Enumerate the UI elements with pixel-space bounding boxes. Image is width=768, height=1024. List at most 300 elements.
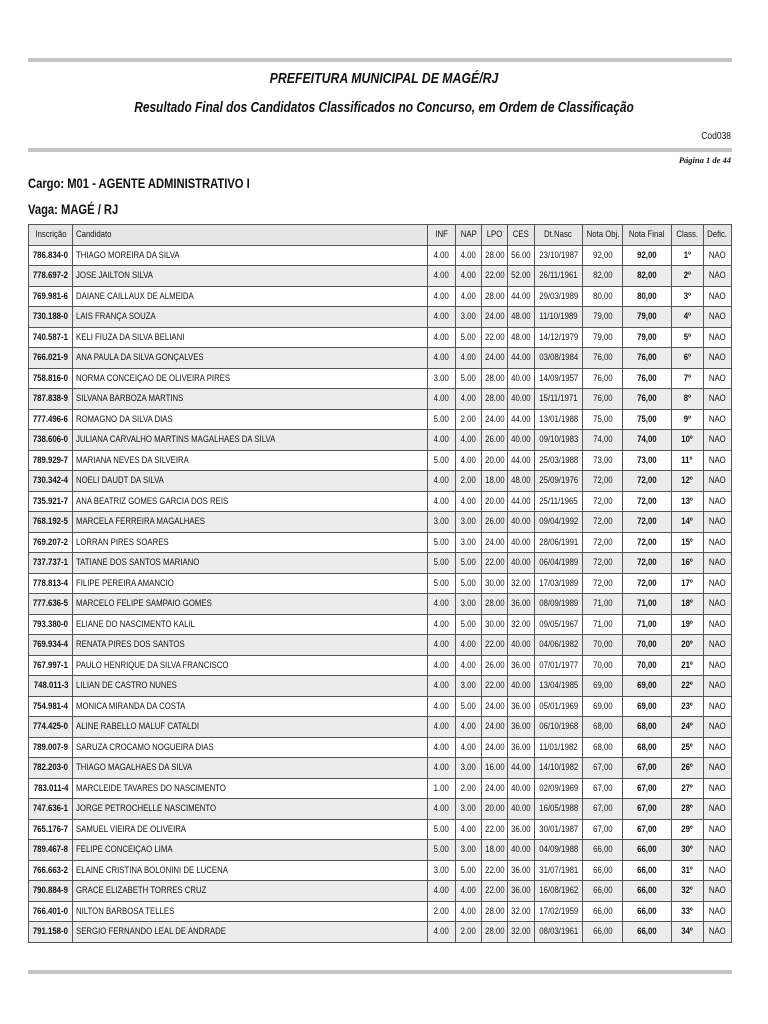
dtnasc-cell: 06/10/1968 [534, 717, 582, 738]
defic-cell: NAO [703, 512, 731, 533]
defic-cell: NAO [703, 676, 731, 697]
inscricao-cell: 789.929-7 [29, 450, 73, 471]
candidato-cell: ROMAGNO DA SILVA DIAS [73, 409, 428, 430]
dtnasc-cell: 08/09/1989 [534, 594, 582, 615]
nota-obj-cell: 66,00 [582, 840, 622, 861]
ces-cell: 40.00 [508, 368, 534, 389]
nap-cell: 3.00 [456, 532, 482, 553]
document-title: PREFEITURA MUNICIPAL DE MAGÉ/RJ [269, 70, 499, 87]
defic-cell: NAO [703, 594, 731, 615]
candidato-cell: MARIANA NEVES DA SILVEIRA [73, 450, 428, 471]
ces-cell: 48.00 [508, 307, 534, 328]
defic-cell: NAO [703, 368, 731, 389]
inscricao-cell: 778.697-2 [29, 266, 73, 287]
ces-cell: 56.00 [508, 245, 534, 266]
col-dtnasc: Dt.Nasc [534, 225, 582, 246]
nap-cell: 3.00 [456, 799, 482, 820]
dtnasc-cell: 30/01/1987 [534, 819, 582, 840]
nota-obj-cell: 68,00 [582, 737, 622, 758]
inscricao-cell: 769.934-4 [29, 635, 73, 656]
table-row [29, 348, 732, 369]
nota-obj-cell: 67,00 [582, 799, 622, 820]
lpo-cell: 28.00 [482, 594, 508, 615]
class-cell: 2º [671, 266, 703, 287]
candidato-cell: NOELI DAUDT DA SILVA [73, 471, 428, 492]
class-cell: 4º [671, 307, 703, 328]
dtnasc-cell: 07/01/1977 [534, 655, 582, 676]
nota-final-cell: 79,00 [623, 307, 671, 328]
inscricao-cell: 790.884-9 [29, 881, 73, 902]
lpo-cell: 20.00 [482, 799, 508, 820]
nota-final-cell: 66,00 [623, 860, 671, 881]
nota-obj-cell: 72,00 [582, 512, 622, 533]
nota-obj-cell: 69,00 [582, 676, 622, 697]
inf-cell: 5.00 [427, 840, 455, 861]
nota-obj-cell: 68,00 [582, 717, 622, 738]
table-body [29, 245, 732, 942]
table-row [29, 737, 732, 758]
nota-final-cell: 69,00 [623, 676, 671, 697]
inscricao-cell: 730.188-0 [29, 307, 73, 328]
table-row [29, 901, 732, 922]
inscricao-cell: 766.401-0 [29, 901, 73, 922]
inf-cell: 5.00 [427, 819, 455, 840]
nap-cell: 5.00 [456, 860, 482, 881]
ces-cell: 40.00 [508, 676, 534, 697]
ces-cell: 40.00 [508, 799, 534, 820]
candidato-cell: TATIANE DOS SANTOS MARIANO [73, 553, 428, 574]
nota-obj-cell: 69,00 [582, 696, 622, 717]
nap-cell: 4.00 [456, 348, 482, 369]
inf-cell: 4.00 [427, 266, 455, 287]
nap-cell: 5.00 [456, 327, 482, 348]
ces-cell: 36.00 [508, 594, 534, 615]
class-cell: 9º [671, 409, 703, 430]
class-cell: 29º [671, 819, 703, 840]
candidato-cell: SILVANA BARBOZA MARTINS [73, 389, 428, 410]
lpo-cell: 26.00 [482, 430, 508, 451]
nap-cell: 4.00 [456, 819, 482, 840]
inscricao-cell: 774.425-0 [29, 717, 73, 738]
lpo-cell: 24.00 [482, 348, 508, 369]
ces-cell: 40.00 [508, 532, 534, 553]
lpo-cell: 22.00 [482, 553, 508, 574]
nota-final-cell: 76,00 [623, 389, 671, 410]
inscricao-cell: 737.737-1 [29, 553, 73, 574]
defic-cell: NAO [703, 696, 731, 717]
ces-cell: 44.00 [508, 286, 534, 307]
class-cell: 1º [671, 245, 703, 266]
lpo-cell: 28.00 [482, 922, 508, 943]
inscricao-cell: 766.021-9 [29, 348, 73, 369]
table-row [29, 860, 732, 881]
candidato-cell: SARUZA CROCAMO NOGUEIRA DIAS [73, 737, 428, 758]
table-row [29, 450, 732, 471]
defic-cell: NAO [703, 532, 731, 553]
inscricao-cell: 738.606-0 [29, 430, 73, 451]
class-cell: 5º [671, 327, 703, 348]
table-row [29, 922, 732, 943]
defic-cell: NAO [703, 307, 731, 328]
dtnasc-cell: 11/10/1989 [534, 307, 582, 328]
class-cell: 26º [671, 758, 703, 779]
candidato-cell: MARCELA FERREIRA MAGALHAES [73, 512, 428, 533]
class-cell: 23º [671, 696, 703, 717]
nap-cell: 4.00 [456, 430, 482, 451]
inf-cell: 4.00 [427, 737, 455, 758]
lpo-cell: 28.00 [482, 368, 508, 389]
col-defic: Defic. [703, 225, 731, 246]
defic-cell: NAO [703, 389, 731, 410]
class-cell: 32º [671, 881, 703, 902]
nap-cell: 3.00 [456, 758, 482, 779]
nota-final-cell: 66,00 [623, 901, 671, 922]
defic-cell: NAO [703, 471, 731, 492]
candidato-cell: RENATA PIRES DOS SANTOS [73, 635, 428, 656]
ces-cell: 52.00 [508, 266, 534, 287]
ces-cell: 44.00 [508, 450, 534, 471]
lpo-cell: 20.00 [482, 491, 508, 512]
inf-cell: 4.00 [427, 286, 455, 307]
nota-obj-cell: 66,00 [582, 901, 622, 922]
ces-cell: 40.00 [508, 553, 534, 574]
col-lpo: LPO [482, 225, 508, 246]
inf-cell: 4.00 [427, 799, 455, 820]
lpo-cell: 24.00 [482, 778, 508, 799]
lpo-cell: 24.00 [482, 532, 508, 553]
inscricao-cell: 783.011-4 [29, 778, 73, 799]
defic-cell: NAO [703, 758, 731, 779]
table-row [29, 614, 732, 635]
col-candidato: Candidato [73, 225, 428, 246]
dtnasc-cell: 23/10/1987 [534, 245, 582, 266]
inf-cell: 4.00 [427, 655, 455, 676]
class-cell: 28º [671, 799, 703, 820]
dtnasc-cell: 14/12/1979 [534, 327, 582, 348]
dtnasc-cell: 26/11/1961 [534, 266, 582, 287]
class-cell: 3º [671, 286, 703, 307]
col-nota-final: Nota Final [623, 225, 671, 246]
candidato-cell: LILIAN DE CASTRO NUNES [73, 676, 428, 697]
table-row [29, 819, 732, 840]
candidato-cell: THIAGO MOREIRA DA SILVA [73, 245, 428, 266]
ces-cell: 36.00 [508, 819, 534, 840]
candidato-cell: MARCLEIDE TAVARES DO NASCIMENTO [73, 778, 428, 799]
inf-cell: 5.00 [427, 532, 455, 553]
ces-cell: 32.00 [508, 573, 534, 594]
table-row [29, 512, 732, 533]
nap-cell: 4.00 [456, 655, 482, 676]
lpo-cell: 22.00 [482, 860, 508, 881]
ces-cell: 32.00 [508, 901, 534, 922]
col-ces: CES [508, 225, 534, 246]
dtnasc-cell: 16/05/1988 [534, 799, 582, 820]
defic-cell: NAO [703, 819, 731, 840]
candidato-cell: ALINE RABELLO MALUF CATALDI [73, 717, 428, 738]
class-cell: 6º [671, 348, 703, 369]
col-class: Class. [671, 225, 703, 246]
nota-final-cell: 72,00 [623, 512, 671, 533]
class-cell: 25º [671, 737, 703, 758]
ces-cell: 48.00 [508, 327, 534, 348]
inscricao-cell: 789.467-8 [29, 840, 73, 861]
dtnasc-cell: 11/01/1982 [534, 737, 582, 758]
report-code: Cod038 [701, 131, 731, 142]
table-row [29, 778, 732, 799]
defic-cell: NAO [703, 655, 731, 676]
inf-cell: 4.00 [427, 430, 455, 451]
nota-obj-cell: 67,00 [582, 758, 622, 779]
defic-cell: NAO [703, 881, 731, 902]
defic-cell: NAO [703, 778, 731, 799]
nota-obj-cell: 67,00 [582, 819, 622, 840]
ces-cell: 32.00 [508, 922, 534, 943]
nap-cell: 4.00 [456, 901, 482, 922]
defic-cell: NAO [703, 327, 731, 348]
inf-cell: 4.00 [427, 471, 455, 492]
defic-cell: NAO [703, 409, 731, 430]
candidato-cell: THIAGO MAGALHAES DA SILVA [73, 758, 428, 779]
ces-cell: 36.00 [508, 696, 534, 717]
dtnasc-cell: 06/04/1989 [534, 553, 582, 574]
inscricao-cell: 754.981-4 [29, 696, 73, 717]
nota-final-cell: 70,00 [623, 635, 671, 656]
nota-obj-cell: 74,00 [582, 430, 622, 451]
candidato-cell: ELIANE DO NASCIMENTO KALIL [73, 614, 428, 635]
col-nota-obj: Nota Obj. [582, 225, 622, 246]
candidato-cell: ANA BEATRIZ GOMES GARCIA DOS REIS [73, 491, 428, 512]
class-cell: 10º [671, 430, 703, 451]
nota-final-cell: 71,00 [623, 594, 671, 615]
candidato-cell: MARCELO FELIPE SAMPAIO GOMES [73, 594, 428, 615]
table-row [29, 573, 732, 594]
dtnasc-cell: 04/09/1988 [534, 840, 582, 861]
candidato-cell: PAULO HENRIQUE DA SILVA FRANCISCO [73, 655, 428, 676]
nota-final-cell: 67,00 [623, 799, 671, 820]
class-cell: 24º [671, 717, 703, 738]
dtnasc-cell: 09/04/1992 [534, 512, 582, 533]
lpo-cell: 24.00 [482, 737, 508, 758]
nota-obj-cell: 92,00 [582, 245, 622, 266]
ces-cell: 44.00 [508, 758, 534, 779]
defic-cell: NAO [703, 348, 731, 369]
results-table [28, 224, 732, 943]
ces-cell: 40.00 [508, 512, 534, 533]
class-cell: 30º [671, 840, 703, 861]
inscricao-cell: 769.207-2 [29, 532, 73, 553]
inscricao-cell: 789.007-9 [29, 737, 73, 758]
nap-cell: 4.00 [456, 491, 482, 512]
dtnasc-cell: 25/11/1965 [534, 491, 582, 512]
nota-obj-cell: 82,00 [582, 266, 622, 287]
nota-obj-cell: 70,00 [582, 635, 622, 656]
candidato-cell: KELI FIUZA DA SILVA BELIANI [73, 327, 428, 348]
inscricao-cell: 777.636-5 [29, 594, 73, 615]
nota-final-cell: 82,00 [623, 266, 671, 287]
table-row [29, 266, 732, 287]
table-row [29, 881, 732, 902]
defic-cell: NAO [703, 860, 731, 881]
defic-cell: NAO [703, 614, 731, 635]
inf-cell: 3.00 [427, 860, 455, 881]
lpo-cell: 18.00 [482, 840, 508, 861]
table-row [29, 491, 732, 512]
nap-cell: 2.00 [456, 471, 482, 492]
class-cell: 27º [671, 778, 703, 799]
table-header-row [29, 225, 732, 246]
lpo-cell: 26.00 [482, 512, 508, 533]
dtnasc-cell: 14/10/1982 [534, 758, 582, 779]
lpo-cell: 26.00 [482, 655, 508, 676]
nap-cell: 5.00 [456, 368, 482, 389]
inscricao-cell: 793.380-0 [29, 614, 73, 635]
inscricao-cell: 777.496-6 [29, 409, 73, 430]
candidato-cell: JOSE JAILTON SILVA [73, 266, 428, 287]
table-row [29, 245, 732, 266]
nap-cell: 2.00 [456, 778, 482, 799]
ces-cell: 36.00 [508, 737, 534, 758]
class-cell: 11º [671, 450, 703, 471]
defic-cell: NAO [703, 450, 731, 471]
nota-obj-cell: 80,00 [582, 286, 622, 307]
nota-obj-cell: 76,00 [582, 348, 622, 369]
table-row [29, 327, 732, 348]
table-row [29, 532, 732, 553]
table-row [29, 307, 732, 328]
candidato-cell: LAIS FRANÇA SOUZA [73, 307, 428, 328]
inscricao-cell: 768.192-5 [29, 512, 73, 533]
lpo-cell: 30.00 [482, 573, 508, 594]
candidato-cell: FELIPE CONCEIÇAO LIMA [73, 840, 428, 861]
dtnasc-cell: 25/03/1988 [534, 450, 582, 471]
table-row [29, 368, 732, 389]
dtnasc-cell: 14/09/1957 [534, 368, 582, 389]
nota-final-cell: 67,00 [623, 758, 671, 779]
ces-cell: 36.00 [508, 881, 534, 902]
nap-cell: 3.00 [456, 594, 482, 615]
bottom-rule [28, 970, 732, 974]
table-row [29, 553, 732, 574]
nota-final-cell: 72,00 [623, 532, 671, 553]
nap-cell: 5.00 [456, 553, 482, 574]
nota-obj-cell: 70,00 [582, 655, 622, 676]
defic-cell: NAO [703, 266, 731, 287]
class-cell: 8º [671, 389, 703, 410]
class-cell: 31º [671, 860, 703, 881]
nota-obj-cell: 67,00 [582, 778, 622, 799]
inscricao-cell: 791.158-0 [29, 922, 73, 943]
defic-cell: NAO [703, 491, 731, 512]
lpo-cell: 24.00 [482, 717, 508, 738]
inf-cell: 4.00 [427, 491, 455, 512]
nap-cell: 4.00 [456, 450, 482, 471]
inf-cell: 1.00 [427, 778, 455, 799]
dtnasc-cell: 31/07/1981 [534, 860, 582, 881]
defic-cell: NAO [703, 717, 731, 738]
inf-cell: 4.00 [427, 758, 455, 779]
lpo-cell: 28.00 [482, 901, 508, 922]
nota-final-cell: 72,00 [623, 573, 671, 594]
table-row [29, 430, 732, 451]
inf-cell: 4.00 [427, 614, 455, 635]
inf-cell: 2.00 [427, 901, 455, 922]
inf-cell: 4.00 [427, 348, 455, 369]
class-cell: 15º [671, 532, 703, 553]
vaga-label: Vaga: MAGÉ / RJ [28, 201, 119, 217]
table-row [29, 758, 732, 779]
inf-cell: 5.00 [427, 450, 455, 471]
dtnasc-cell: 09/10/1983 [534, 430, 582, 451]
class-cell: 18º [671, 594, 703, 615]
ces-cell: 36.00 [508, 860, 534, 881]
nota-obj-cell: 72,00 [582, 491, 622, 512]
lpo-cell: 28.00 [482, 245, 508, 266]
candidato-cell: GRACE ELIZABETH TORRES CRUZ [73, 881, 428, 902]
nota-final-cell: 72,00 [623, 491, 671, 512]
nota-obj-cell: 71,00 [582, 614, 622, 635]
dtnasc-cell: 13/01/1988 [534, 409, 582, 430]
class-cell: 12º [671, 471, 703, 492]
defic-cell: NAO [703, 799, 731, 820]
lpo-cell: 22.00 [482, 881, 508, 902]
inscricao-cell: 748.011-3 [29, 676, 73, 697]
nota-obj-cell: 72,00 [582, 553, 622, 574]
ces-cell: 40.00 [508, 840, 534, 861]
dtnasc-cell: 08/03/1961 [534, 922, 582, 943]
nota-obj-cell: 72,00 [582, 471, 622, 492]
inscricao-cell: 730.342-4 [29, 471, 73, 492]
nota-final-cell: 68,00 [623, 737, 671, 758]
class-cell: 17º [671, 573, 703, 594]
nota-obj-cell: 72,00 [582, 532, 622, 553]
inf-cell: 4.00 [427, 635, 455, 656]
nota-final-cell: 75,00 [623, 409, 671, 430]
lpo-cell: 20.00 [482, 450, 508, 471]
inscricao-cell: 765.176-7 [29, 819, 73, 840]
defic-cell: NAO [703, 901, 731, 922]
dtnasc-cell: 17/03/1989 [534, 573, 582, 594]
nota-obj-cell: 76,00 [582, 389, 622, 410]
inscricao-cell: 786.834-0 [29, 245, 73, 266]
top-rule [28, 58, 732, 62]
lpo-cell: 22.00 [482, 327, 508, 348]
header-rule [28, 148, 732, 152]
nap-cell: 4.00 [456, 389, 482, 410]
nota-obj-cell: 66,00 [582, 881, 622, 902]
lpo-cell: 24.00 [482, 409, 508, 430]
table-row [29, 676, 732, 697]
nap-cell: 3.00 [456, 307, 482, 328]
lpo-cell: 22.00 [482, 676, 508, 697]
dtnasc-cell: 17/02/1959 [534, 901, 582, 922]
nota-obj-cell: 75,00 [582, 409, 622, 430]
nota-obj-cell: 71,00 [582, 594, 622, 615]
lpo-cell: 16.00 [482, 758, 508, 779]
candidato-cell: JORGE PETROCHELLE NASCIMENTO [73, 799, 428, 820]
nap-cell: 4.00 [456, 717, 482, 738]
inscricao-cell: 758.816-0 [29, 368, 73, 389]
nota-final-cell: 67,00 [623, 778, 671, 799]
nota-final-cell: 76,00 [623, 348, 671, 369]
nap-cell: 5.00 [456, 614, 482, 635]
defic-cell: NAO [703, 553, 731, 574]
defic-cell: NAO [703, 245, 731, 266]
dtnasc-cell: 13/04/1985 [534, 676, 582, 697]
nota-final-cell: 66,00 [623, 840, 671, 861]
inf-cell: 5.00 [427, 573, 455, 594]
table-row [29, 471, 732, 492]
class-cell: 22º [671, 676, 703, 697]
